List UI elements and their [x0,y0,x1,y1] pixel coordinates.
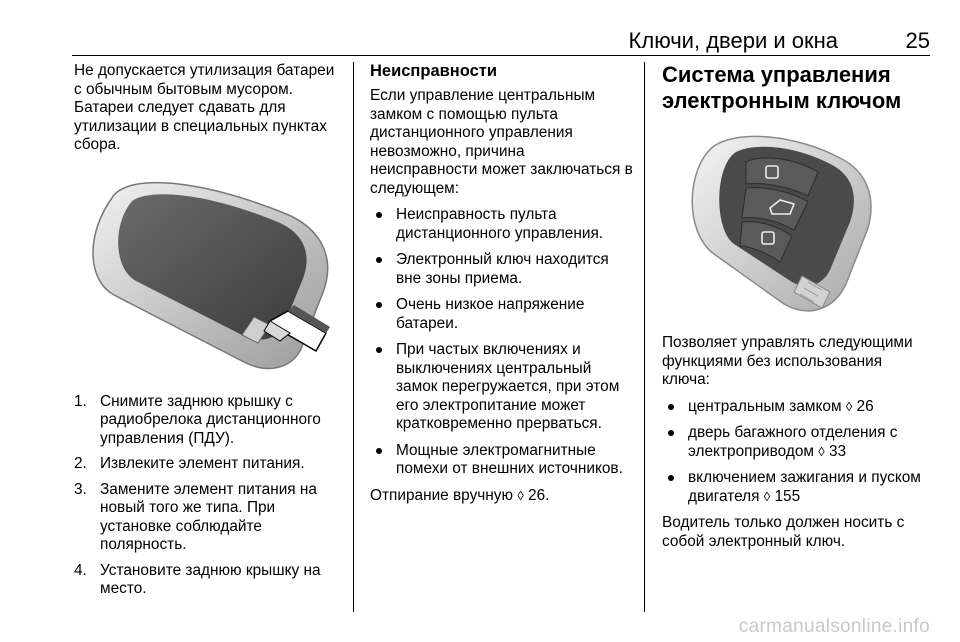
list-item: дверь багажного отделения с электроприводом ◊ 33 [662,424,932,461]
battery-disposal-text: Не допускается утилизация батареи с обычным бытовым мусором. Батареи следует сдавать для утилизации в специальных пунктах сбора. [74,62,335,153]
page-reference-link[interactable]: ◊ 26 [845,397,874,415]
step-item: 4. Установите заднюю крышку на место. [74,561,321,597]
malfunction-intro: Если управление центральным замком с помощью пульта дистанционного управления невозможно, причина неисправности может заключаться в следующем: [370,87,633,197]
list-item: Неисправность пульта дистанционного управления. [370,206,635,243]
bullet-icon [668,404,674,410]
list-item: Электронный ключ находится вне зоны приема. [370,251,635,288]
section-title: Система управления электронным ключом [662,62,902,113]
malfunction-list [370,206,635,479]
reference-arrow-icon: ◊ [763,488,771,504]
bullet-icon [376,302,382,308]
page-reference-link[interactable]: ◊ 33 [818,442,847,460]
list-item: Очень низкое напряжение батареи. [370,296,635,333]
list-item: При частых включениях и выключениях центральный замок перегружается, при этом его электропитание может кратковременно прерваться. [370,341,635,434]
electronic-key-illustration [662,124,926,320]
bullet-icon [376,257,382,263]
column-divider [644,62,645,612]
bullet-icon [376,448,382,454]
header-rule [72,55,930,56]
keyless-outro: Водитель только должен носить с собой электронный ключ. [662,514,905,550]
keyless-intro: Позволяет управлять следующими функциями без использования ключа: [662,334,913,388]
site-watermark: carmanualsonline.info [738,616,930,637]
chapter-title: Ключи, двери и окна [628,28,838,53]
battery-steps [74,393,346,599]
reference-arrow-icon: ◊ [818,443,825,459]
bullet-icon [376,347,382,353]
list-item: центральным замком ◊ 26 [662,398,932,417]
reference-arrow-icon: ◊ [845,398,853,414]
column-right [662,62,932,559]
column-middle [370,62,635,513]
keyless-functions-list [662,398,932,507]
list-item: включением зажигания и пуском двигателя ◊ 155 [662,469,932,506]
section-heading: Неисправности [370,62,498,80]
step-item: 3. Замените элемент питания на новый того же типа. При установке соблюдайте полярность. [74,480,317,553]
page-reference-link[interactable]: ◊ 155 [763,487,801,505]
page-header [72,28,930,56]
bullet-icon [376,212,382,218]
list-item: Мощные электромагнитные помехи от внешних источников. [370,442,635,479]
page-number: 25 [905,28,930,53]
step-item: 1. Снимите заднюю крышку с радиобрелока дистанционного управления (ПДУ). [74,392,321,447]
page-reference-link[interactable]: ◊ 26. [517,486,550,504]
bullet-icon [668,430,674,436]
column-left [74,62,346,606]
manual-unlock-ref: Отпирание вручную ◊ 26. [370,486,550,504]
reference-arrow-icon: ◊ [517,487,524,503]
column-divider [353,62,354,612]
key-battery-cover-illustration [74,165,342,379]
bullet-icon [668,475,674,481]
step-item: 2. Извлеките элемент питания. [74,455,305,472]
